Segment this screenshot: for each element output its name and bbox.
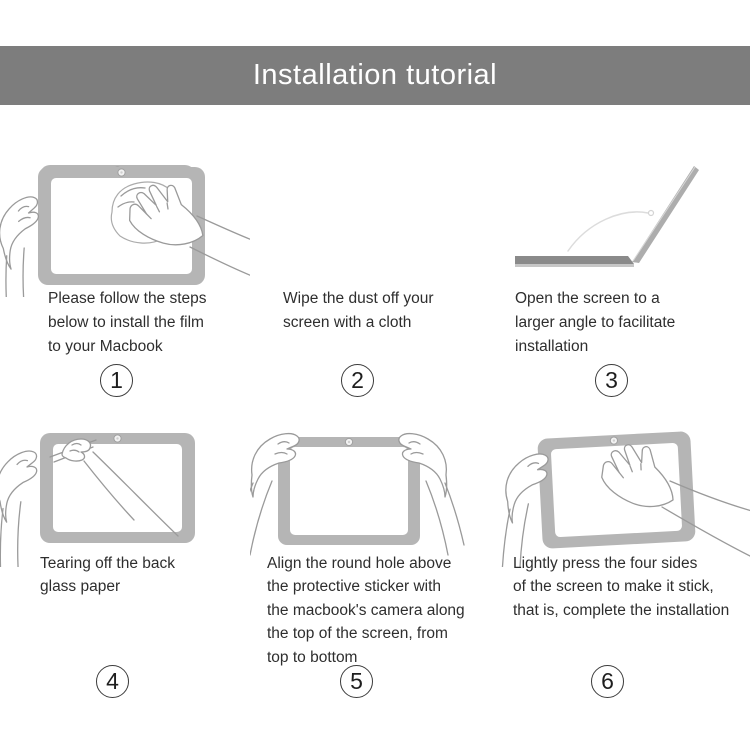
step-caption: Tearing off the back glass paper	[40, 555, 175, 596]
step-number-badge: 2	[341, 364, 374, 397]
step-caption: Wipe the dust off your screen with a cloth	[283, 290, 434, 331]
step-number-badge: 4	[96, 665, 129, 698]
step-number-badge: 6	[591, 665, 624, 698]
step-caption: Align the round hole above the protective sticker with the macbook's camera along the top of the screen, from top to bottom	[267, 555, 465, 666]
step-number-badge: 3	[595, 364, 628, 397]
tutorial-title-banner	[0, 46, 750, 105]
wipe-screen-with-cloth-icon	[0, 147, 250, 297]
laptop-open-wide-angle-icon	[500, 147, 750, 297]
step-number-badge: 5	[340, 665, 373, 698]
step-caption: Please follow the steps below to install the film to your Macbook	[48, 290, 207, 355]
align-film-with-camera-icon	[250, 417, 500, 567]
step-caption: Open the screen to a larger angle to facilitate installation	[515, 290, 676, 355]
press-four-sides-icon	[500, 417, 750, 567]
step-caption: Lightly press the four sides of the screen to make it stick, that is, complete the installation	[513, 555, 730, 619]
step-number-badge: 1	[100, 364, 133, 397]
page-title: Installation tutorial	[252, 59, 498, 91]
tear-off-back-paper-icon	[0, 417, 250, 567]
